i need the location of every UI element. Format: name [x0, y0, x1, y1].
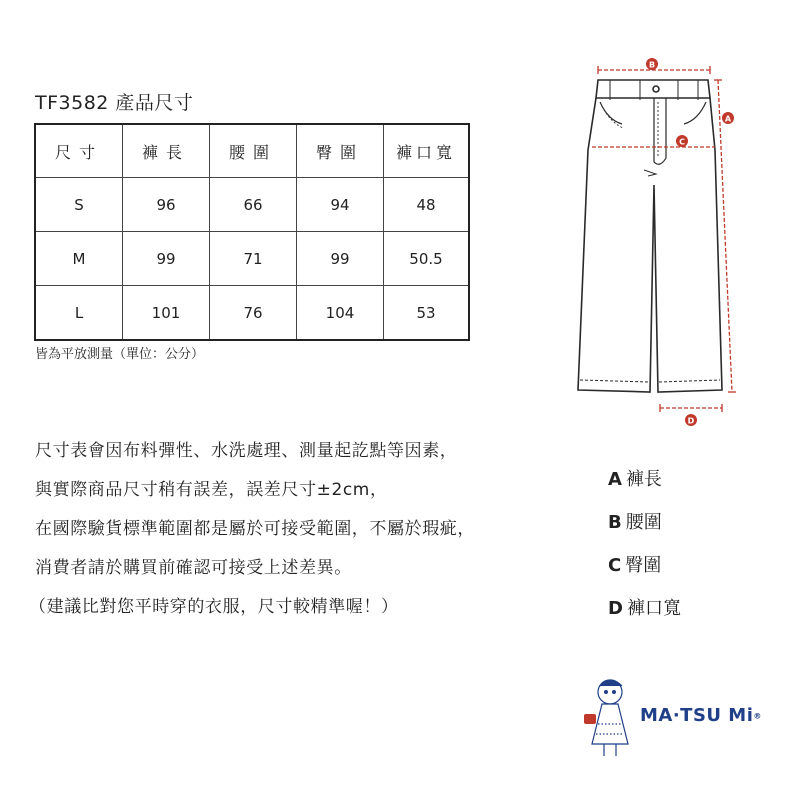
table-cell: 71: [210, 232, 297, 286]
size-table: [34, 123, 470, 341]
table-row: [35, 178, 469, 232]
legend-item-c: C 臀圍: [608, 555, 662, 576]
disclaimer-line: 在國際驗貨標準範圍都是屬於可接受範圍，不屬於瑕疵，: [35, 519, 475, 539]
disclaimer-line: 消費者請於購買前確認可接受上述差異。: [35, 558, 352, 578]
header-hem-width: 褲口寬: [384, 124, 470, 178]
marker-b: [646, 58, 658, 70]
table-cell: 104: [297, 286, 384, 341]
legend-item-b: B 腰圍: [608, 512, 662, 533]
svg-text:A: A: [724, 114, 732, 124]
brand-name: MA·TSU Mi®: [640, 705, 762, 726]
table-cell: 96: [123, 178, 210, 232]
table-cell: 50.5: [384, 232, 470, 286]
measurement-legend: [608, 458, 681, 630]
svg-text:D: D: [687, 416, 695, 426]
header-size: 尺寸: [35, 124, 123, 178]
legend-item-a: A 褲長: [608, 469, 662, 490]
disclaimer-line: 尺寸表會因布料彈性、水洗處理、測量起訖點等因素，: [35, 441, 458, 461]
table-cell: 99: [297, 232, 384, 286]
table-cell: 94: [297, 178, 384, 232]
table-row: [35, 232, 469, 286]
table-cell: S: [35, 178, 123, 232]
table-cell: 66: [210, 178, 297, 232]
measurement-note: 皆為平放測量（單位：公分）: [35, 347, 205, 362]
disclaimer-line: 與實際商品尺寸稍有誤差，誤差尺寸±2cm，: [35, 480, 388, 500]
table-cell: 76: [210, 286, 297, 341]
legend-item-d: D 褲口寬: [608, 598, 681, 619]
header-hip: 臀圍: [297, 124, 384, 178]
marker-d: [685, 414, 697, 426]
table-cell: M: [35, 232, 123, 286]
table-cell: 53: [384, 286, 470, 341]
header-waist: 腰圍: [210, 124, 297, 178]
table-row: [35, 286, 469, 341]
disclaimer-paragraph: [29, 432, 475, 627]
marker-a: [722, 112, 734, 124]
svg-text:C: C: [679, 137, 685, 147]
disclaimer-line: （建議比對您平時穿的衣服，尺寸較精準喔！）: [29, 597, 399, 617]
table-header-row: [35, 124, 469, 178]
table-cell: L: [35, 286, 123, 341]
header-length: 褲長: [123, 124, 210, 178]
marker-c: [676, 135, 688, 147]
page-title: TF3582 產品尺寸: [35, 92, 194, 114]
table-cell: 48: [384, 178, 470, 232]
table-cell: 99: [123, 232, 210, 286]
pants-diagram-icon: [560, 50, 780, 430]
table-cell: 101: [123, 286, 210, 341]
svg-text:B: B: [648, 60, 656, 70]
